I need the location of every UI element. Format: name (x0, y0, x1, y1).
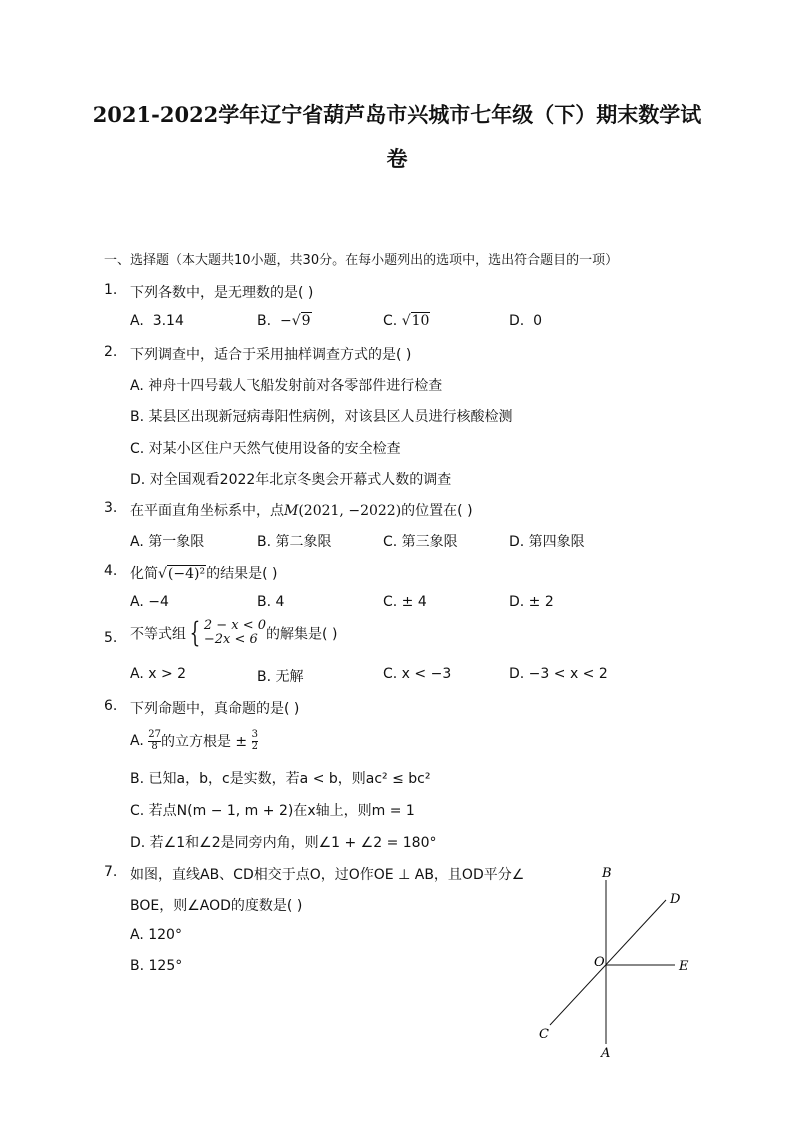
q1-option-c: C. √10 (383, 313, 430, 329)
q7-figure (530, 862, 710, 1062)
q6-option-b: B. 已知a，b，c是实数，若a < b，则ac² ≤ bc² (130, 771, 431, 787)
q1-option-b: B. −√9 (257, 313, 311, 329)
q1-number: 1. (104, 282, 118, 298)
q4-option-c: C. ± 4 (383, 594, 427, 610)
label-d: D (670, 892, 681, 907)
q5-stem: 不等式组 { 2 − x < 0 −2x < 6 的解集是( ) (130, 616, 338, 650)
q3-option-a: A. 第一象限 (130, 534, 205, 550)
q4-option-a: A. −4 (130, 594, 169, 610)
label-a: A (601, 1046, 611, 1061)
q2-option-d: D. 对全国观看2022年北京冬奥会开幕式人数的调查 (130, 472, 452, 488)
label-c: C (539, 1027, 549, 1042)
q3-option-c: C. 第三象限 (383, 534, 458, 550)
q5-option-a: A. x > 2 (130, 666, 187, 682)
q3-stem: 在平面直角坐标系中，点M(2021, −2022)的位置在( ) (130, 503, 473, 519)
q3-number: 3. (104, 500, 118, 516)
line-cd (550, 900, 666, 1025)
label-e: E (679, 959, 689, 974)
q6-option-d: D. 若∠1和∠2是同旁内角，则∠1 + ∠2 = 180° (130, 835, 437, 851)
q7-option-a: A. 120° (130, 927, 182, 943)
q2-option-b: B. 某县区出现新冠病毒阳性病例，对该县区人员进行核酸检测 (130, 409, 513, 425)
q6-option-a: A. $\frac{27}{8}$ 的立方根是 ± $\frac{3}{2}$ (130, 729, 258, 752)
q1-option-d: D. 0 (509, 313, 543, 329)
q5-option-c: C. x < −3 (383, 666, 452, 682)
q7-option-b: B. 125° (130, 958, 183, 974)
section-heading: 一、选择题（本大题共10小题，共30分。在每小题列出的选项中，选出符合题目的一项） (104, 253, 619, 268)
q1-option-a: A. 3.14 (130, 313, 184, 329)
q4-option-d: D. ± 2 (509, 594, 554, 610)
q5-option-d: D. −3 < x < 2 (509, 666, 608, 682)
label-b: B (602, 866, 612, 881)
doc-title-line1: 2021-2022学年辽宁省葫芦岛市兴城市七年级（下）期末数学试 (92, 102, 702, 127)
q2-option-a: A. 神舟十四号载人飞船发射前对各零部件进行检查 (130, 378, 443, 394)
q7-stem-line1: 如图，直线AB、CD相交于点O，过O作OE ⊥ AB，且OD平分∠ (130, 867, 525, 883)
q2-number: 2. (104, 344, 118, 360)
q7-stem-line2: BOE，则∠AOD的度数是( ) (130, 898, 303, 914)
q3-option-d: D. 第四象限 (509, 534, 585, 550)
q5-option-b: B. 无解 (257, 669, 304, 685)
q7-number: 7. (104, 864, 118, 880)
q4-number: 4. (104, 563, 118, 579)
q4-option-b: B. 4 (257, 594, 285, 610)
q2-stem: 下列调查中，适合于采用抽样调查方式的是( ) (130, 347, 412, 363)
q2-option-c: C. 对某小区住户天然气使用设备的安全检查 (130, 441, 401, 457)
q4-stem: 化简√(−4)²的结果是( ) (130, 566, 278, 582)
doc-title-line2: 卷 (386, 146, 408, 171)
q1-stem: 下列各数中，是无理数的是( ) (130, 285, 314, 301)
q5-number: 5. (104, 630, 118, 646)
label-o: O (594, 955, 605, 970)
q6-number: 6. (104, 698, 118, 714)
q6-stem: 下列命题中，真命题的是( ) (130, 701, 300, 717)
q3-option-b: B. 第二象限 (257, 534, 332, 550)
q6-option-c: C. 若点N(m − 1, m + 2)在x轴上，则m = 1 (130, 803, 415, 819)
